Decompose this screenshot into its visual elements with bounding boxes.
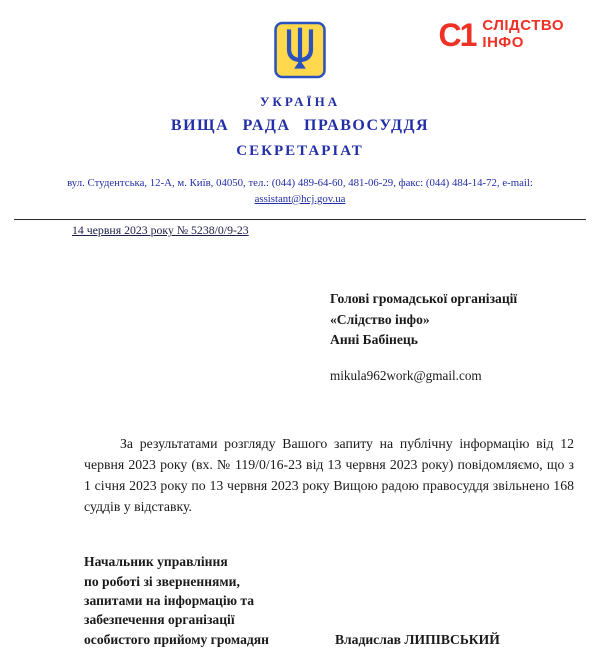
signature-block <box>84 552 576 648</box>
signer-title <box>84 552 269 648</box>
slidstvo-info-logo <box>439 18 565 51</box>
signer-title-line-1: Начальник управління <box>84 554 228 570</box>
signer-title-line-2: по роботі зі зверненнями, <box>84 573 240 589</box>
signer-title-line-5: особистого прийому громадян <box>84 631 269 647</box>
brand-line-2: ІНФО <box>482 33 524 51</box>
slidstvo-info-monogram-icon: С1 <box>438 16 476 53</box>
recipient-block <box>330 289 600 350</box>
contact-info <box>0 176 600 207</box>
brand-line-1: СЛІДСТВО <box>482 17 564 34</box>
recipient-email: mikula962work@gmail.com <box>330 368 482 384</box>
signer-name: Владислав ЛИПІВСЬКИЙ <box>334 631 500 647</box>
organization-title: ВИЩА РАДА ПРАВОСУДДЯ <box>170 117 430 134</box>
recipient-line-1: Голові громадської організації <box>330 291 518 307</box>
contact-address-phones: вул. Студентська, 12-А, м. Київ, 04050, тел.: (044) 489-64-60, 481-06-29, факс: (044) 484-14-72, e-mail: <box>67 177 533 189</box>
slidstvo-info-wordmark <box>482 18 564 51</box>
recipient-line-3: Анні Бабінець <box>330 332 418 348</box>
letter-top-row <box>0 16 600 86</box>
letter-body-paragraph: За результатами розгляду Вашого запиту на публічну інформацію від 12 червня 2023 року (вх. № 119/0/16-23 від 13 червня 2023 року) повідомляємо, що з 1 січня 2023 року по 13 червня 2023 року Вищою радою правосуддя звільнено 168 суддів у відставку. <box>84 436 574 515</box>
signer-title-line-3: запитами на інформацію та <box>84 592 255 608</box>
ukraine-trident-emblem-icon <box>273 20 327 80</box>
department-title: СЕКРЕТАРІАТ <box>236 143 364 159</box>
reference-number-line: 14 червня 2023 року № 5238/0/9-23 <box>72 223 249 238</box>
signer-title-line-4: забезпечення організації <box>84 612 235 628</box>
recipient-line-2: «Слідство інфо» <box>330 311 430 327</box>
official-email-link[interactable]: assistant@hcj.gov.ua <box>254 192 346 205</box>
country-title: УКРАЇНА <box>259 94 341 109</box>
header-divider <box>14 219 586 220</box>
